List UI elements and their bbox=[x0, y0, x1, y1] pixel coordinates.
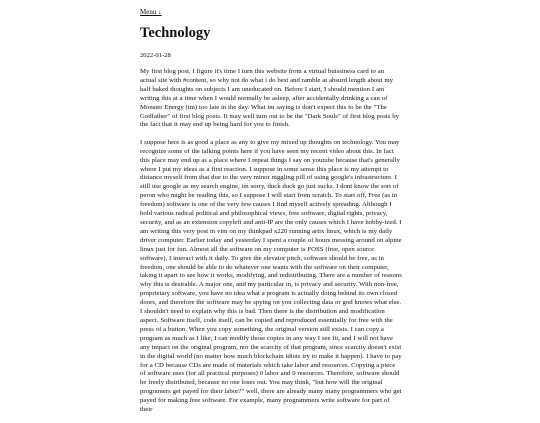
post-paragraph: I suppose here is as good a place as any to give my mixed up thoughts on technology. You may recognize some of the talking points here if you have seen my recent video about this. In fact this place may end up as a place where I repeat things I say on youtube because that's generally where I put my ideas as a first reaction. I suppose in some sense this place is my attempt to distance myself from that due to the very minor niggling pill of using google's infrastructure. I still use google as my search engine, im sorry, duck duck go just sucks. I dont know the sort of peron who might be reading this, so I suppose I will start from scratch. To start off, Free (as in freedom) software is one of the very few causes I find myself actively spreading. Although I hold various radical political and philosophical views, free software, digital rights, privacy, security, and as an extension copyleft and anti-IP are the only causes which I have hobby-ized. I am writing this very post in vim on my thinkpad x220 running artix linux, which is my daily driver computer. Earlier today and yesterday I spent a couple of hours messing around on alpine linux just for fun. Almost all the software on my computer is FOSS (free, open source software), I interact with it daily. To give the elevator pitch, software should be free, as in freedom, one should be able to do whatever one wants with the software on their computer, taking it apart to see how it works, modifying, and redistributing. There are a number of reasons why this is desirable. A major one, and my particular in, is privacy and security. With non-free, proprietary software, you have no idea what a program is actually doing behind its own closed doors, and therefore the software may be spying on you collecting data or god knows what else. I shouldn't need to explain why this is bad. Then there is the distribution and modification aspect. Software itself, code itself, can be copied and reproduced essentially for free with the press of a button. When you copy something, the original version still exists. I can copy a program as much as I like, I can modify those copies in any way I see fit, and I will not have any impact on the original program, nor the scarcity of that program, since scarcity doesn't exist in the digital world (no matter how much blockchain idiots try to make it happen). I have to pay for a CD because CDs are made of materials which take labor and resources. Copying a piece of software uses (for all practical purposes) 0 labor and 0 resources. Therefore, software should be freely distributed, because no one loses out. You may think, "but how will the original programers get payed for their labor?" well, there are already many many programmers who get payed for making free software. For example, many programmers write software for part of their bbox=[140, 138, 402, 414]
post-paragraph: My first blog post, I figure it's time I turn this website from a virtual buissiness card to an actual site with #content, so why not do what i do best and ramble at absurd length about my half baked thoughts on subjects I am uneducated on. Before I start, I should mention I am writing this at a time when I would normally be asleep, after accidentally drinking a can of Monster Energy (tm) too late in the day. What im saying is don't expect this to be the "The Godfather" of first blog posts. It may well turn out to be the "Dark Souls" of first blog posts by the fact that it may end up being hard for you to finish. bbox=[140, 68, 399, 129]
post-date: 2022-01-28 bbox=[140, 52, 171, 59]
post-body bbox=[140, 68, 402, 423]
page-title: Technology bbox=[140, 25, 211, 41]
menu-toggle-link[interactable]: Menu ↓ bbox=[140, 8, 162, 16]
